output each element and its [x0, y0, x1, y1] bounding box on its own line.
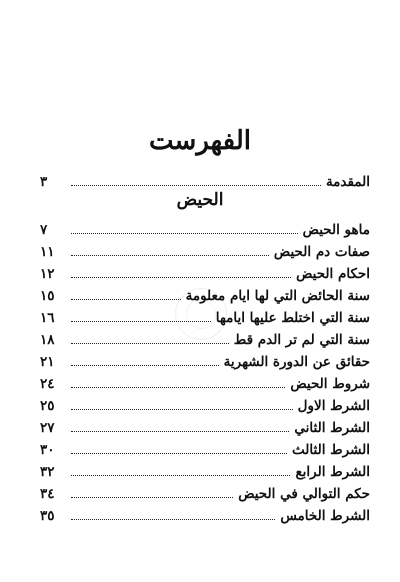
toc-entry-page: ٧: [40, 222, 48, 238]
toc-entry-label: صفات دم الحيض: [273, 244, 370, 260]
toc-entry-page: ١٥: [40, 288, 55, 304]
toc-entry-page: ١١: [40, 244, 55, 260]
leader-dots: [71, 298, 181, 300]
toc-entry: [40, 482, 370, 502]
toc-entry: [40, 328, 370, 348]
toc-entry-page: ١٢: [40, 266, 55, 282]
toc-entry-page: ٣٥: [40, 508, 55, 524]
leader-dots: [71, 232, 298, 234]
toc-entry-label: سنة التي لم تر الدم قط: [233, 332, 370, 348]
toc-entry-page: ٣٢: [40, 464, 55, 480]
toc-entry-label: ماهو الحيض: [302, 222, 370, 238]
toc-entry: [40, 284, 370, 304]
toc-entry: [40, 394, 370, 414]
toc-entry: [40, 504, 370, 524]
toc-entry-label: احكام الحيض: [296, 266, 370, 282]
leader-dots: [71, 518, 275, 520]
toc-entry-label: حكم التوالي في الحيض: [238, 486, 370, 502]
leader-dots: [71, 474, 290, 476]
leader-dots: [71, 452, 287, 454]
toc-entry-page: ٢٥: [40, 398, 55, 414]
toc-entry: [40, 460, 370, 480]
toc-entry-page: ١٨: [40, 332, 55, 348]
toc-entry: [40, 262, 370, 282]
toc-entry-page: ٣: [40, 174, 48, 190]
leader-dots: [71, 430, 289, 432]
toc-entry-page: ١٦: [40, 310, 55, 326]
toc-entry: [40, 416, 370, 436]
toc-entry-label: المقدمة: [325, 174, 370, 190]
toc-entry-label: الشرط الخامس: [280, 508, 370, 524]
toc-entry-label: حقائق عن الدورة الشهرية: [223, 354, 370, 370]
toc-entry-label: الشرط الثالث: [292, 442, 370, 458]
toc-entry-label: شروط الحيض: [290, 376, 370, 392]
toc-entry-label: الشرط الرابع: [295, 464, 370, 480]
leader-dots: [71, 276, 291, 278]
toc-entry-page: ٢٤: [40, 376, 55, 392]
leader-dots: [71, 342, 229, 344]
toc-entry: [40, 218, 370, 238]
leader-dots: [71, 254, 269, 256]
toc-entry-label: سنة الحائض التي لها ايام معلومة: [185, 288, 370, 304]
leader-dots: [71, 408, 293, 410]
leader-dots: [71, 184, 321, 186]
toc-entry-page: ٢٧: [40, 420, 55, 436]
leader-dots: [71, 320, 211, 322]
section-heading: الحيض: [176, 190, 224, 210]
toc-entry: [40, 240, 370, 260]
toc-entry-label: سنة التي اختلط عليها ايامها: [215, 310, 370, 326]
toc-entry-label: الشرط الثاني: [294, 420, 370, 436]
toc-entry-page: ٣٠: [40, 442, 55, 458]
leader-dots: [71, 386, 285, 388]
toc-entry-page: ٣٤: [40, 486, 55, 502]
toc-entry: [40, 306, 370, 326]
toc-entry: [40, 438, 370, 458]
toc-entry-intro: [40, 170, 370, 190]
toc-entry-label: الشرط الاول: [297, 398, 370, 414]
toc-entry: [40, 372, 370, 392]
toc-entry-page: ٢١: [40, 354, 55, 370]
leader-dots: [71, 364, 219, 366]
toc-entry: [40, 350, 370, 370]
page-title: الفهرست: [149, 126, 251, 156]
leader-dots: [71, 496, 233, 498]
